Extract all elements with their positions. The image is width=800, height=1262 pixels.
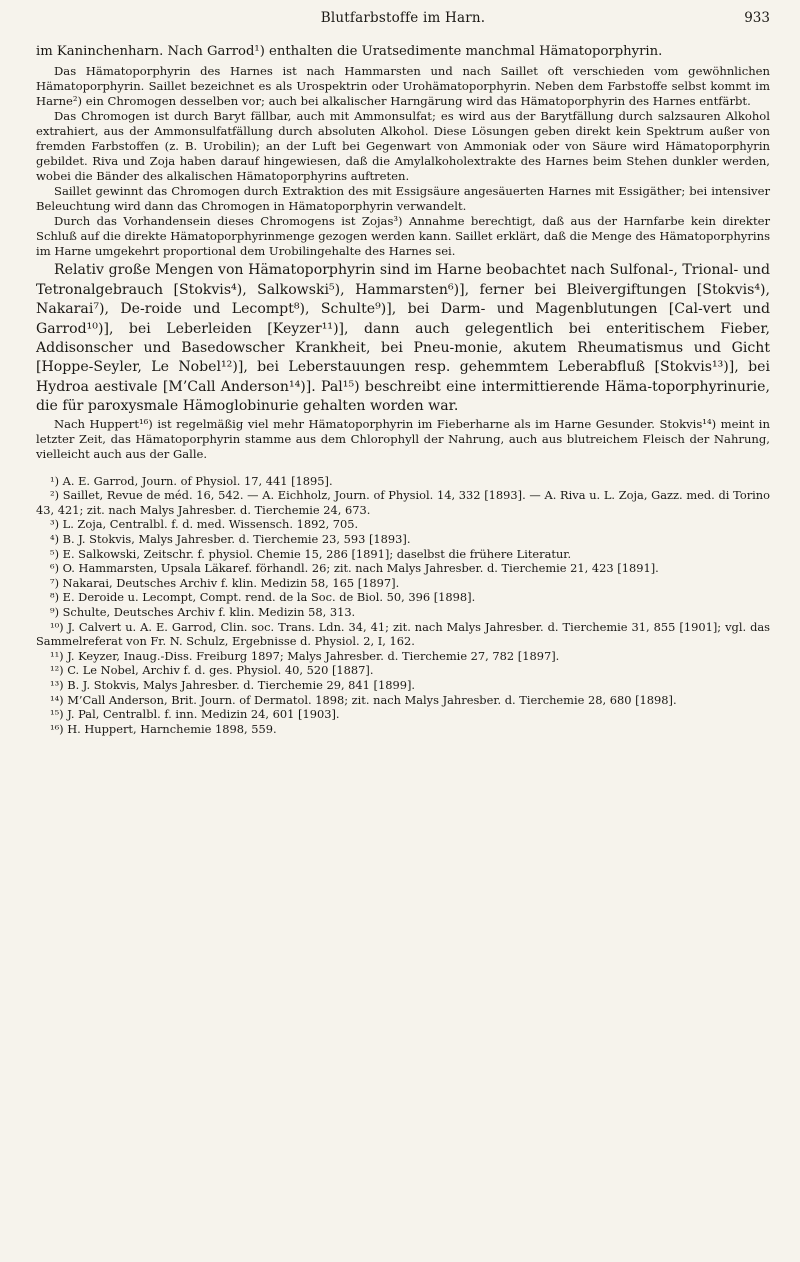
page-header	[36, 0, 770, 40]
footnote: ⁹) Schulte, Deutsches Archiv f. klin. Medizin 58, 313.	[50, 605, 356, 619]
footnote: ³) L. Zoja, Centralbl. f. d. med. Wissensch. 1892, 705.	[50, 517, 359, 532]
footnote: ¹²) C. Le Nobel, Archiv f. d. ges. Physiol. 40, 520 [1887].	[50, 663, 374, 678]
running-head: Blutfarbstoffe im Harn.	[320, 10, 486, 26]
page-number: 933	[744, 10, 770, 26]
footnote: ⁶) O. Hammarsten, Upsala Läkaref. förhandl. 26; zit. nach Malys Jahresber. d. Tierchemie 21, 423 [1891].	[50, 561, 659, 576]
footnote: ¹⁶) H. Huppert, Harnchemie 1898, 559.	[50, 721, 277, 736]
footnote: ⁷) Nakarai, Deutsches Archiv f. klin. Medizin 58, 165 [1897].	[50, 575, 400, 590]
small-paragraph: Saillet gewinnt das Chromogen durch Extraktion des mit Essigsäure angesäuerten Harnes mit Essigäther; bei intensiver Beleuchtung wird dann das Chromogen in Hämatoporphyrin verwandelt.	[36, 184, 770, 214]
footnote: ¹¹) J. Keyzer, Inaug.-Diss. Freiburg 1897; Malys Jahresber. d. Tierchemie 27, 782 [1897].	[50, 648, 560, 663]
footnote: ²) Saillet, Revue de méd. 16, 542. — A. Eichholz, Journ. of Physiol. 14, 332 [1893]. — A. Riva u. L. Zoja, Gazz. med. di Torino 43, 421; zit. nach Malys Jahresber. d. Tierchemie 24, 673.	[36, 488, 770, 517]
small-paragraph: Das Hämatoporphyrin des Harnes ist nach Hammarsten und nach Saillet oft verschieden vom gewöhnlichen Hämatoporphyrin. Saillet bezeichnet es als Urospektrin oder Urohämatoporphyrin. Neben dem Farbstoffe selbst kommt im Harne²) ein Chromogen desselben vor; auch bei alkalischer Harngärung wird das Hämatoporphyrin des Harnes entfärbt.	[36, 64, 770, 109]
footnote: ¹⁴) M’Call Anderson, Brit. Journ. of Dermatol. 1898; zit. nach Malys Jahresber. d. Tierchemie 28, 680 [1898].	[50, 692, 677, 707]
small-paragraph: Das Chromogen ist durch Baryt fällbar, auch mit Ammonsulfat; es wird aus der Barytfällung durch salzsauren Alkohol extrahiert, aus der Ammonsulfatfällung durch absoluten Alkohol. Diese Lösungen geben direkt kein Spektrum außer von fremden Farbstoffen (z. B. Urobilin); an der Luft bei Gegenwart von Ammoniak oder von Säure wird Hämatoporphyrin gebildet. Riva und Zoja haben darauf hingewiesen, daß die Amylalkoholextrakte des Harnes beim Stehen dunkler werden, wobei die Bänder des alkalischen Hämatoporphyrins auftreten.	[36, 109, 770, 184]
footnote: ⁸) E. Deroide u. Lecompt, Compt. rend. de la Soc. de Biol. 50, 396 [1898].	[50, 590, 476, 605]
closing-paragraph: Nach Huppert¹⁶) ist regelmäßig viel mehr Hämatoporphyrin im Fieberharne als im Harne Gesunder. Stokvis¹⁴) meint in letzter Zeit, das Hämatoporphyrin stamme aus dem Chlorophyll der Nahrung, auch aus blutreichem Fleisch der Nahrung, vielleicht auch aus der Galle.	[36, 416, 770, 461]
footnote: ¹⁵) J. Pal, Centralbl. f. inn. Medizin 24, 601 [1903].	[50, 707, 340, 722]
footnote: ⁴) B. J. Stokvis, Malys Jahresber. d. Tierchemie 23, 593 [1893].	[50, 532, 411, 547]
footnote: ¹) A. E. Garrod, Journ. of Physiol. 17, 441 [1895].	[50, 473, 333, 488]
footnote: ⁵) E. Salkowski, Zeitschr. f. physiol. Chemie 15, 286 [1891]; daselbst die frühere Literatur.	[50, 546, 572, 561]
footnote: ¹⁰) J. Calvert u. A. E. Garrod, Clin. soc. Trans. Ldn. 34, 41; zit. nach Malys Jahresber. d. Tierchemie 31, 855 [1901]; vgl. das Sammelreferat von Fr. N. Schulz, Ergebnisse d. Physiol. 2, I, 162.	[36, 619, 770, 649]
main-paragraph: Relativ große Mengen von Hämatoporphyrin sind im Harne beobachtet nach Sulfonal-, Trional- und Tetronalgebrauch [Stokvis⁴), Salkowski⁵), Hammarsten⁶)], ferner bei Bleivergiftungen [Stokvis⁴), Nakarai⁷), De-roide und Lecompt⁸), Schulte⁹)], bei Darm- und Magenblutungen [Cal-vert und Garrod¹⁰)], bei Leberleiden [Keyzer¹¹)], dann auch gelegentlich bei enteritischem Fieber, Addisonscher und Basedowscher Krankheit, bei Pneu-monie, akutem Rheumatismus und Gicht [Hoppe-Seyler, Le Nobel¹²)], bei Leberstauungen resp. gehemmtem Leberabfluß [Stokvis¹³)], bei Hydroa aestivale [M’Call Anderson¹⁴)]. Pal¹⁵) beschreibt eine intermittierende Häma-toporphyrinurie, die für paroxysmale Hämoglobinurie gehalten worden war.	[36, 262, 770, 415]
intro-paragraph: im Kaninchenharn. Nach Garrod¹) enthalten die Uratsedimente manchmal Hämatoporphyrin.	[36, 44, 663, 59]
footnote: ¹³) B. J. Stokvis, Malys Jahresber. d. Tierchemie 29, 841 [1899].	[50, 677, 416, 692]
small-paragraph: Durch das Vorhandensein dieses Chromogens ist Zojas³) Annahme berechtigt, daß aus der Harnfarbe kein direkter Schluß auf die direkte Hämatoporphyrinmenge gezogen werden kann. Saillet erklärt, daß die Menge des Hämatoporphyrins im Harne umgekehrt proportional dem Urobilingehalte des Harnes sei.	[36, 214, 771, 259]
footnotes	[36, 474, 770, 737]
